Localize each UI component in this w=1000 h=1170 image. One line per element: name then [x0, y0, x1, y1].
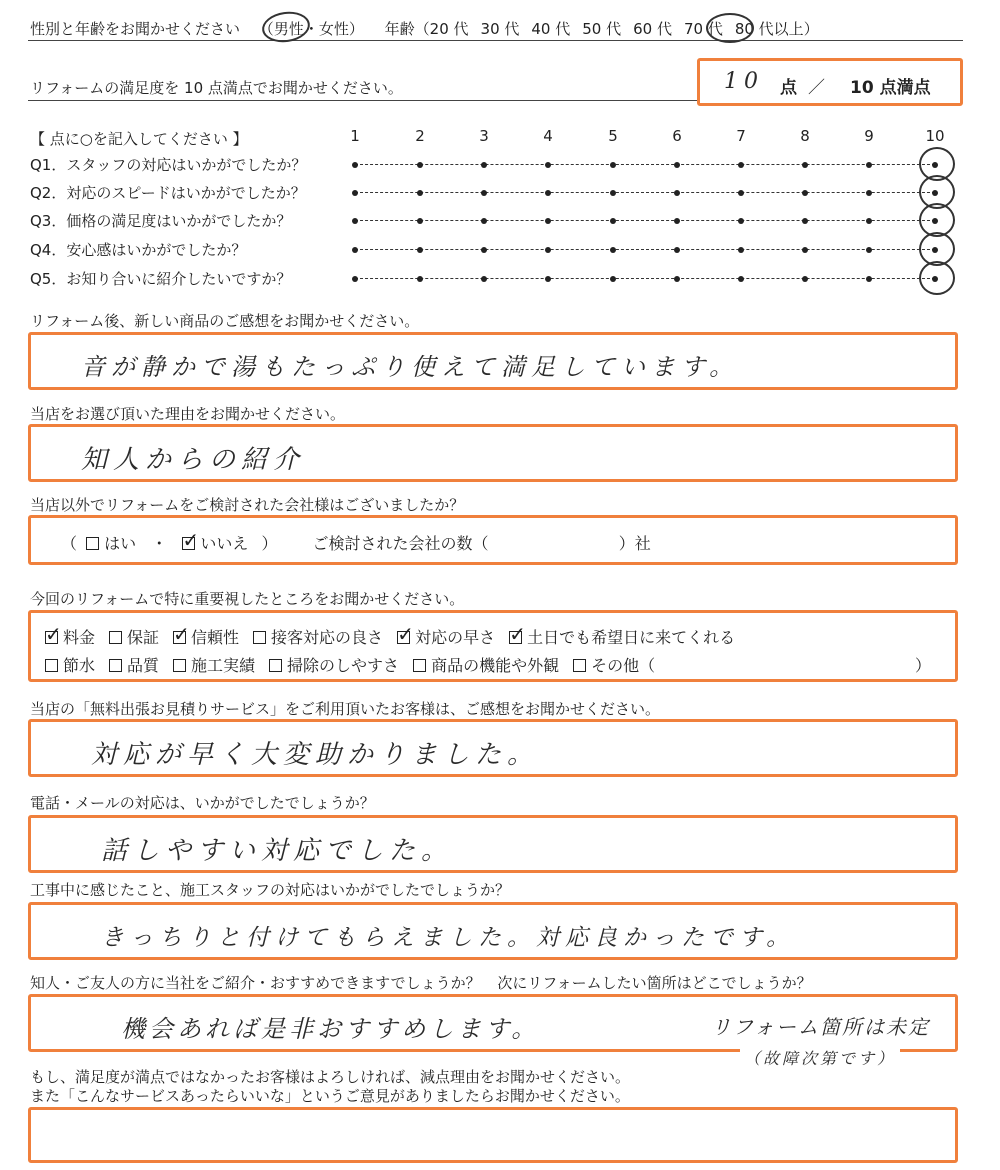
- rating-dot-q2-3[interactable]: [481, 190, 487, 196]
- priority-option-row2-2[interactable]: [109, 653, 159, 676]
- rating-scale-5: 5: [608, 127, 618, 145]
- oc-yes-checkbox[interactable]: [86, 537, 99, 550]
- rating-dot-q3-5[interactable]: [610, 218, 616, 224]
- construction-label: 工事中に感じたこと、施工スタッフの対応はいかがでしたでしょうか？: [30, 881, 511, 899]
- priority-label: 施工実績: [191, 656, 256, 675]
- priority-label: その他（: [591, 656, 656, 675]
- next-reform-answer: リフォーム箇所は未定: [711, 1015, 930, 1039]
- rating-dot-q5-6[interactable]: [674, 276, 680, 282]
- estimate-label: 当店の「無料出張お見積りサービス」をご利用頂いたお客様は、ご感想をお聞かせください。: [30, 700, 661, 718]
- rating-dot-q3-7[interactable]: [738, 218, 744, 224]
- rating-line-1: [355, 164, 935, 165]
- rating-scale-10: 10: [925, 127, 945, 145]
- priority-option-row1-3[interactable]: [173, 625, 239, 648]
- priority-checkbox[interactable]: [269, 659, 282, 672]
- rating-dot-q2-4[interactable]: [545, 190, 551, 196]
- priority-label: 接客対応の良さ: [271, 628, 384, 647]
- recommend-answer: 機会あれば是非おすすめします。: [121, 1015, 540, 1043]
- priority-option-row1-2[interactable]: [109, 625, 159, 648]
- age-close: ）: [803, 20, 819, 38]
- rating-dot-q2-9[interactable]: [866, 190, 872, 196]
- priority-checkbox[interactable]: [173, 631, 186, 644]
- phone-mail-answer: 話しやすい対応でした。: [101, 836, 454, 866]
- age-60[interactable]: 60 代: [633, 20, 672, 38]
- satisfaction-box: [697, 58, 963, 106]
- impressions-answer: 音が静かで湯もたっぷり使えて満足しています。: [81, 353, 740, 381]
- priority-option-row2-3[interactable]: [173, 653, 255, 676]
- rating-scale-6: 6: [672, 127, 682, 145]
- rating-question-5: Q5．お知り合いに紹介したいですか？: [30, 270, 292, 288]
- rating-dot-q5-9[interactable]: [866, 276, 872, 282]
- rating-question-4: Q4．安心感はいかがでしたか？: [30, 241, 247, 259]
- rating-dot-q5-5[interactable]: [610, 276, 616, 282]
- deduction-label-2: また「こんなサービスあったらいいな」というご意見がありましたらお聞かせください。: [30, 1087, 630, 1105]
- rating-dot-q4-1[interactable]: [352, 247, 358, 253]
- priority-option-row2-5[interactable]: [413, 653, 559, 676]
- priority-option-row1-5[interactable]: [397, 625, 495, 648]
- rating-scale-9: 9: [864, 127, 874, 145]
- rating-dot-q5-1[interactable]: [352, 276, 358, 282]
- rating-instruction: 【 点に○を記入してください 】: [30, 130, 248, 148]
- rating-question-1: Q1．スタッフの対応はいかがでしたか？: [30, 156, 307, 174]
- rating-dot-q4-4[interactable]: [545, 247, 551, 253]
- rating-line-5: [355, 278, 935, 279]
- priority-option-row1-4[interactable]: [253, 625, 383, 648]
- priority-checkbox[interactable]: [45, 659, 58, 672]
- rating-dot-q3-2[interactable]: [417, 218, 423, 224]
- reason-answer: 知人からの紹介: [81, 445, 306, 475]
- oc-no-checkbox[interactable]: [182, 537, 195, 550]
- rating-line-4: [355, 249, 935, 250]
- reason-box[interactable]: [28, 424, 958, 482]
- priority-checkbox[interactable]: [413, 659, 426, 672]
- priority-label: 料金: [63, 628, 96, 647]
- rating-dot-q2-5[interactable]: [610, 190, 616, 196]
- rating-dot-q5-3[interactable]: [481, 276, 487, 282]
- priorities-other-close: ）: [915, 656, 932, 675]
- oc-count-unit: ）社: [618, 534, 651, 553]
- recommend-label: [30, 972, 812, 993]
- age-70[interactable]: 70 代: [683, 20, 723, 38]
- satisfaction-slash: ／: [808, 78, 825, 98]
- estimate-box[interactable]: [28, 719, 958, 777]
- priority-checkbox[interactable]: [573, 659, 586, 672]
- rating-dot-q1-5[interactable]: [610, 162, 616, 168]
- gender-male[interactable]: 男性: [273, 20, 304, 38]
- priority-checkbox[interactable]: [397, 631, 410, 644]
- rating-scale-4: 4: [543, 127, 553, 145]
- estimate-answer: 対応が早く大変助かりました。: [91, 740, 540, 770]
- rating-dot-q5-2[interactable]: [417, 276, 423, 282]
- rating-dot-q1-8[interactable]: [802, 162, 808, 168]
- rating-dot-q1-9[interactable]: [866, 162, 872, 168]
- rating-scale-1: 1: [350, 127, 360, 145]
- recommend-box[interactable]: [28, 994, 958, 1052]
- priority-checkbox[interactable]: [509, 631, 522, 644]
- age-70-circle-mark: [706, 13, 754, 43]
- rating-dot-q2-6[interactable]: [674, 190, 680, 196]
- next-reform-note: （故障次第です）: [740, 1046, 900, 1069]
- priority-checkbox[interactable]: [109, 659, 122, 672]
- rating-scale-2: 2: [415, 127, 425, 145]
- priority-label: 保証: [127, 628, 160, 647]
- priority-checkbox[interactable]: [173, 659, 186, 672]
- rating-line-2: [355, 192, 935, 193]
- age-40[interactable]: 40 代: [531, 20, 571, 38]
- deduction-box[interactable]: [28, 1107, 958, 1163]
- rating-scale-3: 3: [479, 127, 489, 145]
- rating-dot-q5-8[interactable]: [802, 276, 808, 282]
- rating-scale-8: 8: [800, 127, 810, 145]
- rating-dot-q1-1[interactable]: [352, 162, 358, 168]
- rating-question-2: Q2．対応のスピードはいかがでしたか？: [30, 184, 306, 202]
- rating-dot-q3-6[interactable]: [674, 218, 680, 224]
- rating-scale-7: 7: [736, 127, 746, 145]
- satisfaction-unit: 点: [780, 78, 797, 98]
- rating-dot-q2-2[interactable]: [417, 190, 423, 196]
- age-30[interactable]: 30 代: [480, 20, 520, 38]
- oc-dot: ・: [151, 534, 168, 553]
- other-companies-row: [61, 531, 651, 554]
- priority-option-row2-4[interactable]: [269, 653, 399, 676]
- oc-count-label: ご検討された会社の数（: [312, 534, 489, 553]
- age-label: 年齢（: [384, 20, 430, 38]
- oc-close: ）: [261, 534, 278, 553]
- rating-dot-q4-7[interactable]: [738, 247, 744, 253]
- priority-option-row2-6[interactable]: [573, 653, 655, 676]
- gender-dot: ・: [303, 20, 319, 38]
- rating-dot-q2-7[interactable]: [738, 190, 744, 196]
- other-companies-label: 当店以外でリフォームをご検討された会社様はございましたか？: [30, 496, 465, 514]
- priority-option-row1-6[interactable]: [509, 625, 735, 648]
- rating-dot-q4-6[interactable]: [674, 247, 680, 253]
- rating-dot-q1-3[interactable]: [481, 162, 487, 168]
- rating-dot-q1-2[interactable]: [417, 162, 423, 168]
- gender-age-row: [30, 18, 819, 39]
- priorities-label: 今回のリフォームで特に重要視したところをお聞かせください。: [30, 590, 465, 608]
- rating-dot-q3-8[interactable]: [802, 218, 808, 224]
- reason-label: 当店をお選び頂いた理由をお聞かせください。: [30, 405, 346, 423]
- top-divider: [28, 40, 963, 41]
- impressions-box[interactable]: [28, 332, 958, 390]
- rating-dot-q4-5[interactable]: [610, 247, 616, 253]
- rating-dot-q4-3[interactable]: [481, 247, 487, 253]
- satisfaction-label: リフォームの満足度を 10 点満点でお聞かせください。: [30, 79, 403, 97]
- rating-dot-q2-1[interactable]: [352, 190, 358, 196]
- rating-dot-q4-9[interactable]: [866, 247, 872, 253]
- rating-dot-q3-9[interactable]: [866, 218, 872, 224]
- rating-dot-q5-4[interactable]: [545, 276, 551, 282]
- impressions-label: リフォーム後、新しい商品のご感想をお聞かせください。: [30, 312, 420, 330]
- rating-dot-q1-7[interactable]: [738, 162, 744, 168]
- other-companies-box: [28, 515, 958, 565]
- priorities-row-1: [45, 625, 749, 648]
- priority-label: 対応の早さ: [415, 628, 496, 647]
- priority-checkbox[interactable]: [109, 631, 122, 644]
- age-80[interactable]: 80 代以上: [734, 20, 804, 38]
- priority-checkbox[interactable]: [45, 631, 58, 644]
- gender-female[interactable]: 女性: [318, 20, 349, 38]
- next-reform-question: 次にリフォームしたい箇所はどこでしょうか？: [497, 974, 812, 992]
- oc-no-label: いいえ: [200, 534, 249, 553]
- rating-line-3: [355, 220, 935, 221]
- priorities-row-2: [45, 653, 669, 676]
- priority-label: 土日でも希望日に来てくれる: [527, 628, 736, 647]
- rating-dot-q3-1[interactable]: [352, 218, 358, 224]
- gender-age-label: 性別と年齢をお聞かせください: [30, 20, 241, 38]
- priority-option-row1-1[interactable]: [45, 625, 95, 648]
- priority-label: 掃除のしやすさ: [287, 656, 400, 675]
- rating-dot-q4-2[interactable]: [417, 247, 423, 253]
- gender-open: （: [258, 20, 274, 38]
- age-20[interactable]: 20 代: [429, 20, 469, 38]
- rating-selected-circle-q5: [919, 261, 955, 295]
- rating-dot-q1-6[interactable]: [674, 162, 680, 168]
- priority-label: 商品の機能や外観: [431, 656, 560, 675]
- priority-label: 節水: [63, 656, 96, 675]
- oc-yes-label: はい: [104, 534, 137, 553]
- rating-dot-q5-7[interactable]: [738, 276, 744, 282]
- gender-close: ）: [348, 20, 364, 38]
- age-50[interactable]: 50 代: [582, 20, 622, 38]
- priority-label: 信頼性: [191, 628, 240, 647]
- phone-mail-box[interactable]: [28, 815, 958, 873]
- rating-dot-q3-3[interactable]: [481, 218, 487, 224]
- satisfaction-max: 10 点満点: [850, 78, 931, 98]
- rating-dot-q3-4[interactable]: [545, 218, 551, 224]
- rating-dot-q1-4[interactable]: [545, 162, 551, 168]
- priorities-box: [28, 610, 958, 682]
- construction-answer: きっちりと付けてもらえました。対応良かったです。: [101, 925, 796, 951]
- recommend-question: 知人・ご友人の方に当社をご紹介・おすすめできますでしょうか？: [30, 974, 481, 992]
- deduction-label-1: もし、満足度が満点ではなかったお客様はよろしければ、減点理由をお聞かせください。: [30, 1068, 631, 1086]
- rating-dot-q4-8[interactable]: [802, 247, 808, 253]
- rating-dot-q2-8[interactable]: [802, 190, 808, 196]
- construction-box[interactable]: [28, 902, 958, 960]
- priority-option-row2-1[interactable]: [45, 653, 95, 676]
- phone-mail-label: 電話・メールの対応は、いかがでしたでしょうか？: [30, 794, 375, 812]
- priority-checkbox[interactable]: [253, 631, 266, 644]
- rating-question-3: Q3．価格の満足度はいかがでしたか？: [30, 212, 292, 230]
- priority-label: 品質: [127, 656, 160, 675]
- satisfaction-underline: [28, 100, 698, 101]
- satisfaction-score[interactable]: 10: [724, 69, 764, 94]
- oc-open: （: [61, 534, 78, 553]
